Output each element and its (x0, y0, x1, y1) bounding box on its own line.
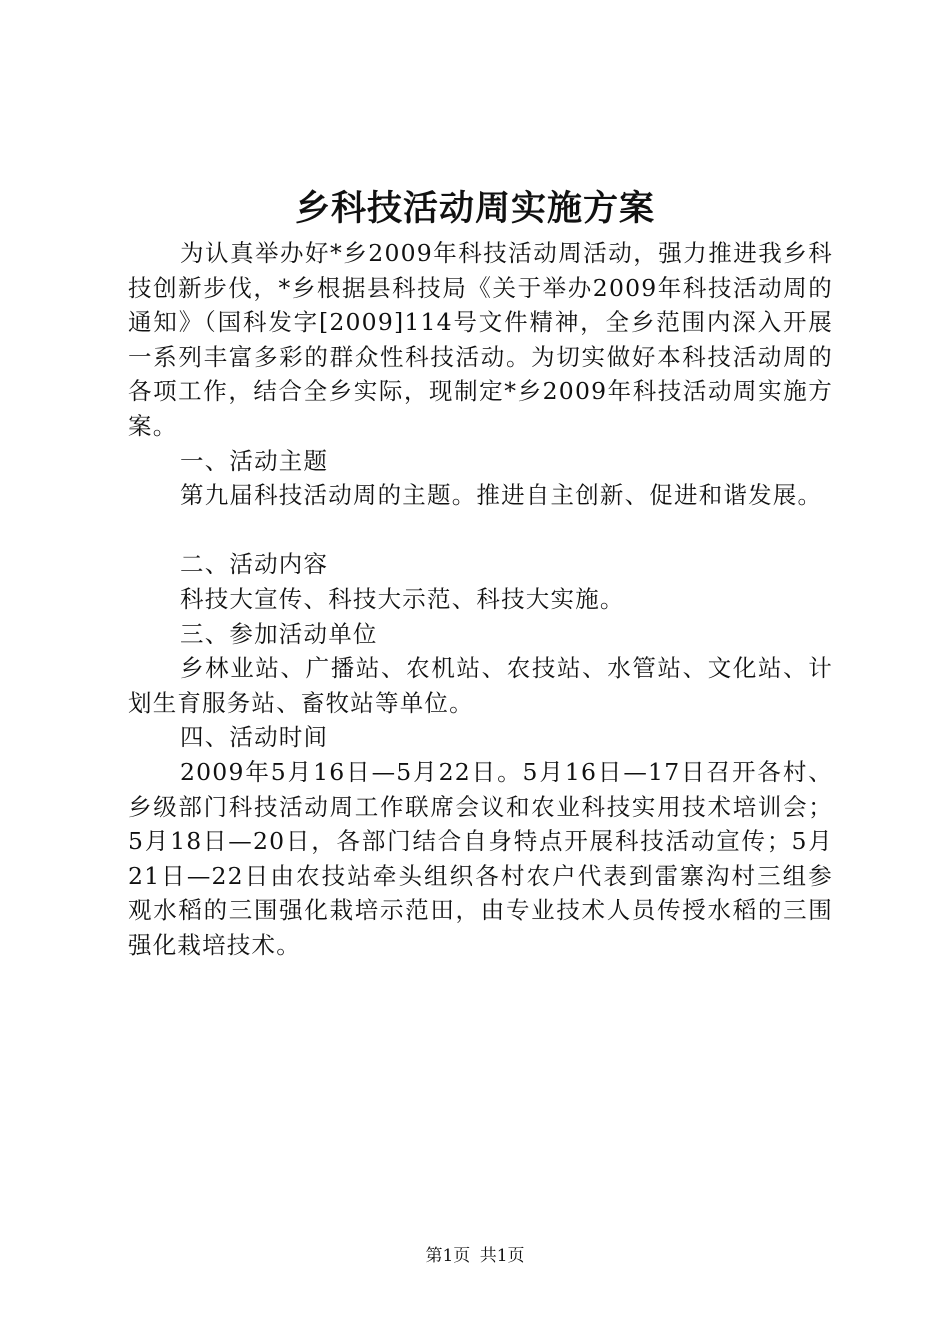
document-body (128, 236, 833, 962)
section-heading-theme: 一、活动主题 (180, 446, 329, 475)
time-paragraph: 2009年5月16日—5月22日。5月16日—17日召开各村、乡级部门科技活动周工作联席会议和农业科技实用技术培训会；5月18日—20日，各部门结合自身特点开展科技活动宣传；5月21日—22日由农技站牵头组织各村农户代表到雷寨沟村三组参观水稻的三围强化栽培示范田，由专业技术人员传授水稻的三围强化栽培技术。 (128, 757, 833, 959)
theme-paragraph: 第九届科技活动周的主题。推进自主创新、促进和谐发展。 (180, 481, 823, 510)
section-heading-content: 二、活动内容 (180, 550, 329, 579)
page-number: 第1页 (425, 1246, 471, 1266)
units-paragraph: 乡林业站、广播站、农机站、农技站、水管站、文化站、计划生育服务站、畜牧站等单位。 (128, 654, 833, 717)
section-heading-time: 四、活动时间 (180, 723, 329, 752)
content-paragraph: 科技大宣传、科技大示范、科技大实施。 (180, 584, 625, 613)
document-title: 乡科技活动周实施方案 (294, 189, 655, 229)
intro-paragraph: 为认真举办好*乡2009年科技活动周活动，强力推进我乡科技创新步伐，*乡根据县科技局《关于举办2009年科技活动周的通知》（国科发字[2009]114号文件精神，全乡范围内深入开展一系列丰富多彩的群众性科技活动。为切实做好本科技活动周的各项工作，结合全乡实际，现制定*乡2009年科技活动周实施方案。 (128, 239, 833, 440)
page-total: 共1页 (479, 1246, 525, 1266)
section-heading-units: 三、参加活动单位 (180, 619, 378, 648)
paragraph-gap (128, 513, 833, 548)
page-footer (0, 1244, 950, 1268)
